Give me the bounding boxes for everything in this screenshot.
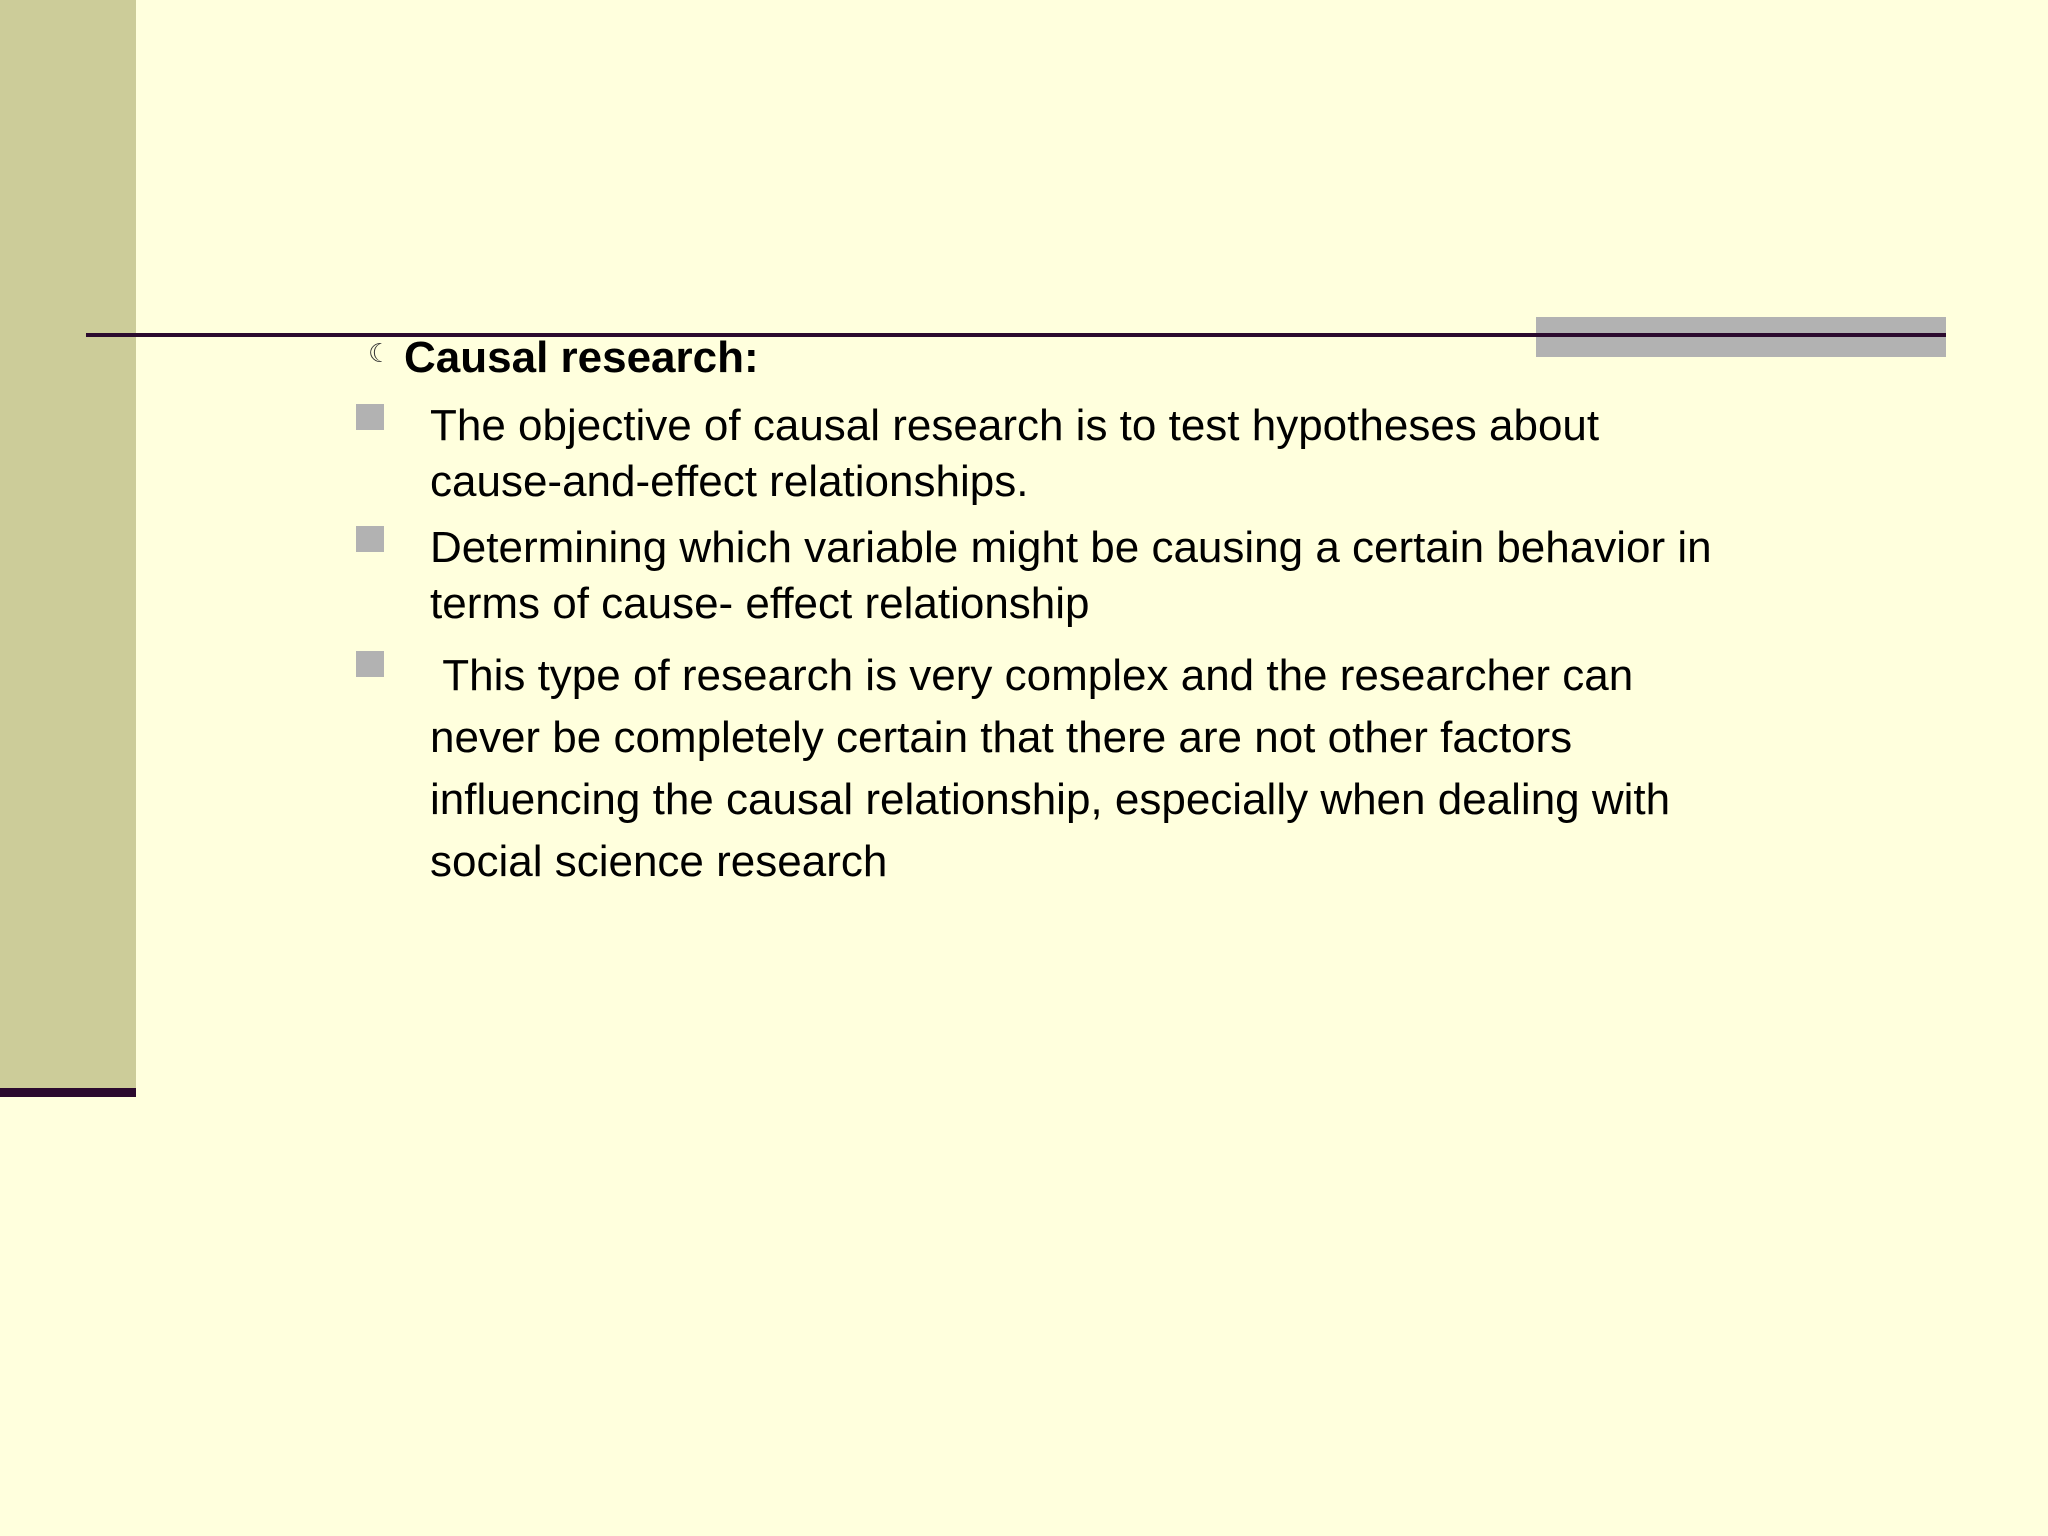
slide-heading: Causal research:: [404, 333, 759, 382]
square-bullet-icon: [356, 651, 384, 677]
moon-icon: ☾: [368, 339, 392, 369]
bullet-text: This type of research is very complex and the researcher can never be completely certain that there are not other factors influencing the causal relationship, especially when dealing with social science research: [430, 651, 1683, 886]
bullet-text: The objective of causal research is to test hypotheses about cause-and-effect relationships.: [430, 401, 1600, 506]
square-bullet-icon: [356, 404, 384, 430]
heading-row: [368, 330, 759, 386]
square-bullet-icon: [356, 526, 384, 552]
bullet-text: Determining which variable might be causing a certain behavior in terms of cause- effect relationship: [430, 523, 1712, 628]
